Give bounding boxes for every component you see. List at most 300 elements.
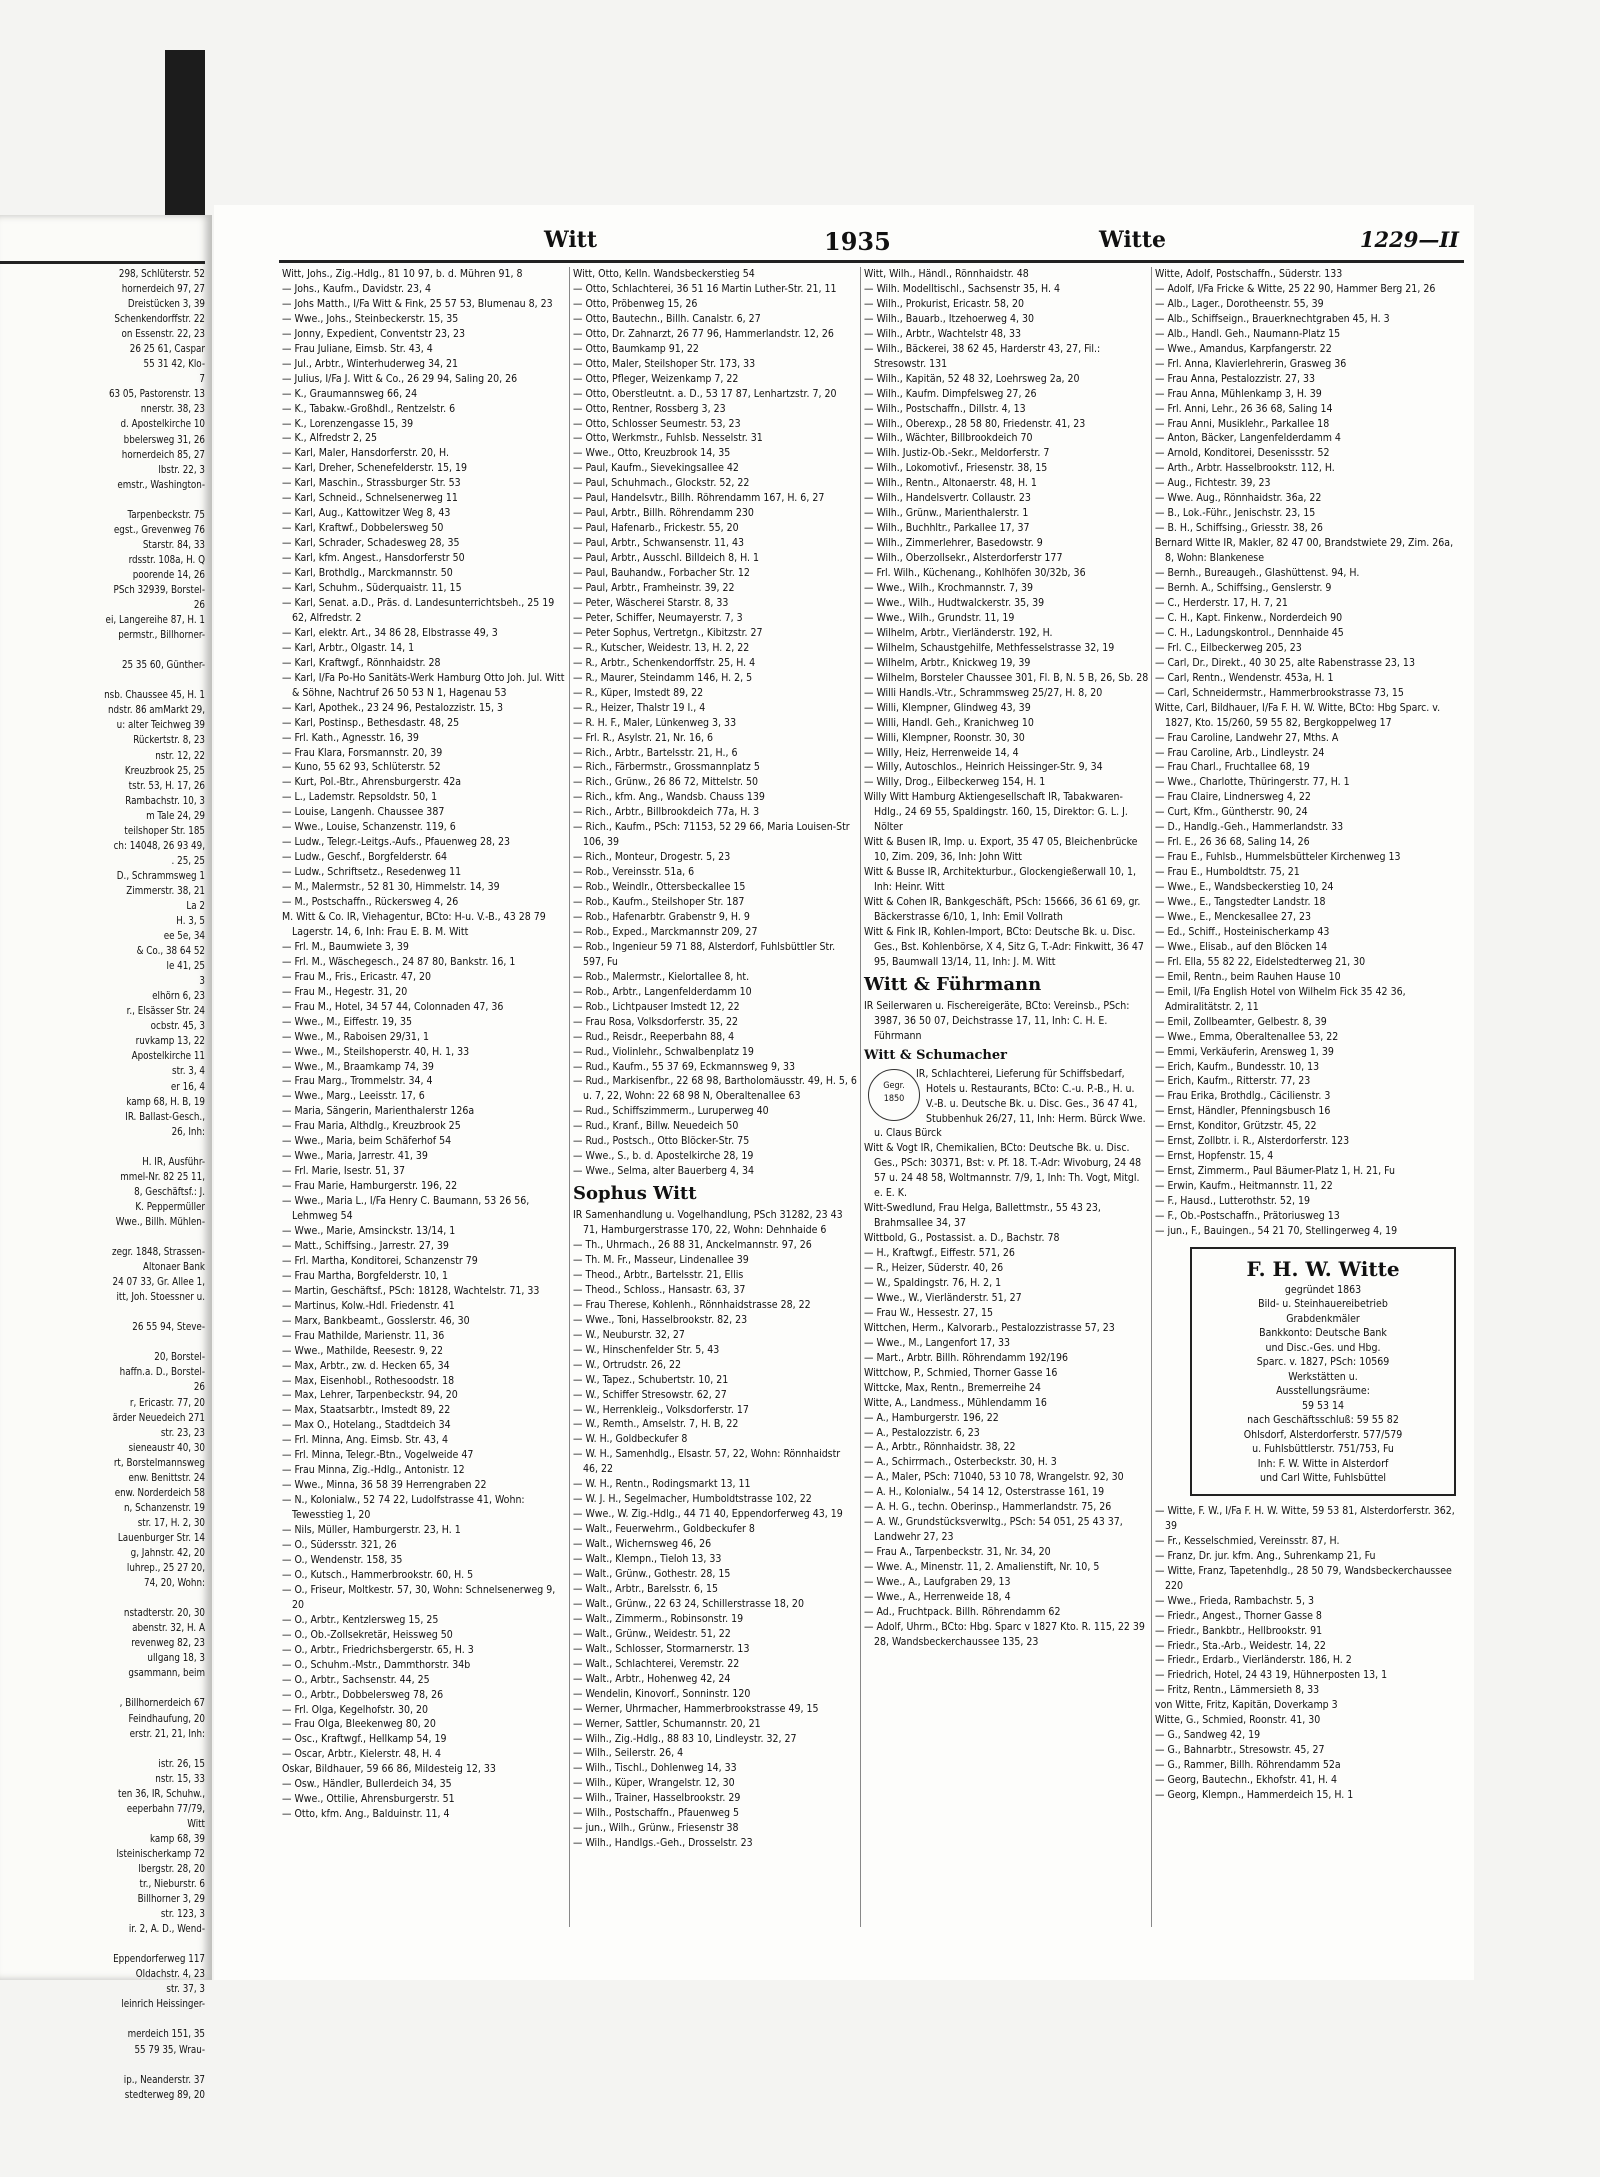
directory-entry: — Max O., Hotelang., Stadtdeich 34 xyxy=(282,1419,451,1432)
directory-entry: — Emil, I/Fa English Hotel von Wilhelm Fick 35 42 36, Admiralitätstr. 2, 11 xyxy=(1155,985,1406,1013)
left-page-line: u: alter Teichweg 39 xyxy=(116,719,205,732)
directory-entry: — K., Lorenzengasse 15, 39 xyxy=(282,417,414,430)
directory-entry: — Carl, Rentn., Wendenstr. 453a, H. 1 xyxy=(1155,671,1334,684)
column-2 xyxy=(573,267,858,1851)
directory-entry: — Frau W., Hessestr. 27, 15 xyxy=(864,1306,994,1319)
directory-entry: — Wwe. Aug., Rönnhaidstr. 36a, 22 xyxy=(1155,492,1322,505)
directory-entry: — Karl, kfm. Angest., Hansdorferstr 50 xyxy=(282,552,465,565)
ad-line: und Carl Witte, Fuhlsbüttel xyxy=(1259,1472,1387,1485)
left-page-line: 55 31 42, Klo- xyxy=(143,358,205,371)
seal-text-year: 1850 xyxy=(883,1093,905,1104)
directory-entry: — Wwe., Wilh., Hudtwalckerstr. 35, 39 xyxy=(864,596,1045,609)
directory-entry: — F., Ob.-Postschaffn., Prätoriusweg 13 xyxy=(1155,1210,1340,1223)
directory-entry: — Martinus, Kolw.-Hdl. Friedenstr. 41 xyxy=(282,1299,455,1312)
ad-title: F. H. W. Witte xyxy=(1246,1256,1400,1281)
left-page-line: Rückertstr. 8, 23 xyxy=(133,734,205,747)
left-page-line: str. 123, 3 xyxy=(160,1908,205,1921)
directory-entry: — W., Spaldingstr. 76, H. 2, 1 xyxy=(864,1277,1002,1289)
directory-entry: — Rich., Arbtr., Billbrookdeich 77a, H. 3 xyxy=(573,806,760,819)
directory-entry: Wittbold, G., Postassist. a. D., Bachstr. 78 xyxy=(864,1232,1060,1245)
directory-entry: — Wwe., M., Langenfort 17, 33 xyxy=(864,1336,1011,1349)
directory-entry: — Rob., Vereinsstr. 51a, 6 xyxy=(573,866,695,879)
directory-entry: — K., Tabakw.-Großhdl., Rentzelstr. 6 xyxy=(282,402,456,415)
directory-entry: — Friedr., Bankbtr., Hellbrookstr. 91 xyxy=(1155,1624,1323,1637)
directory-entry: — Frl. Ella, 55 82 22, Eidelstedterweg 21, 30 xyxy=(1155,955,1366,968)
left-page-line: 25 35 60, Günther- xyxy=(121,659,205,672)
left-page-line: H. IR, Ausführ- xyxy=(142,1155,205,1168)
left-page-line: rdsstr. 108a, H. Q xyxy=(128,553,205,566)
directory-entry: — Paul, Handelsvtr., Billh. Röhrendamm 167, H. 6, 27 xyxy=(573,492,825,505)
directory-entry: — Carl, Schneidermstr., Hammerbrookstrasse 73, 15 xyxy=(1155,686,1404,699)
directory-entry: — Wilh., Kapitän, 52 48 32, Loehrsweg 2a, 20 xyxy=(864,372,1080,385)
directory-entry: — Rob., Hafenarbtr. Grabenstr 9, H. 9 xyxy=(573,910,750,923)
directory-entry: — Wwe., M., Eiffestr. 19, 35 xyxy=(282,1015,412,1028)
directory-entry: — Wilh., Rentn., Altonaerstr. 48, H. 1 xyxy=(864,477,1037,490)
left-page-line: ten 36, IR, Schuhw., xyxy=(117,1787,205,1800)
ad-line: und Disc.-Ges. und Hbg. xyxy=(1265,1341,1381,1354)
left-page-line: hornerdeich 85, 27 xyxy=(121,448,205,461)
directory-entry: — Peter Sophus, Vertretgn., Kibitzstr. 27 xyxy=(573,626,763,639)
directory-entry: — Wwe., Emma, Oberaltenallee 53, 22 xyxy=(1155,1030,1339,1043)
directory-entry: Witt-Swedlund, Frau Helga, Ballettmstr., 55 43 23, Brahmsallee 34, 37 xyxy=(864,1202,1101,1230)
directory-entry: — Peter, Schiffer, Neumayerstr. 7, 3 xyxy=(573,611,743,624)
directory-entry: — Frl. Kath., Agnesstr. 16, 39 xyxy=(282,731,419,744)
directory-entry: — Rich., kfm. Ang., Wandsb. Chauss 139 xyxy=(573,791,765,804)
directory-entry: — Erwin, Kaufm., Heitmannstr. 11, 22 xyxy=(1155,1180,1333,1193)
directory-entry: — Wwe., M., Braamkamp 74, 39 xyxy=(282,1060,434,1073)
directory-entry: — Rich., Grünw., 26 86 72, Mittelstr. 50 xyxy=(573,776,758,789)
directory-entry: — Wwe., S., b. d. Apostelkirche 28, 19 xyxy=(573,1150,754,1163)
directory-entry: — Frl. M., Wäschegesch., 24 87 80, Bankstr. 16, 1 xyxy=(282,955,516,968)
directory-entry: Oskar, Bildhauer, 59 66 86, Mildesteig 12, 33 xyxy=(282,1763,496,1776)
directory-entry: — W., Schiffer Stresowstr. 62, 27 xyxy=(573,1388,727,1401)
left-page-line xyxy=(16,1937,205,1952)
directory-entry: — Frl. Marie, Isestr. 51, 37 xyxy=(282,1165,405,1178)
directory-entry: — Karl, Schneid., Schnelsenerweg 11 xyxy=(282,492,458,505)
directory-entry: — Kurt, Pol.-Btr., Ahrensburgerstr. 42a xyxy=(282,776,462,789)
directory-entry: — Wwe., Charlotte, Thüringerstr. 77, H. 1 xyxy=(1155,776,1350,789)
directory-entry: — Wwe., Toni, Hasselbrookstr. 82, 23 xyxy=(573,1313,748,1326)
left-page-line: erstr. 21, 21, Inh: xyxy=(129,1727,205,1740)
directory-entry: — Rob., Lichtpauser Imstedt 12, 22 xyxy=(573,1000,740,1013)
directory-entry: IR Seilerwaren u. Fischereigeräte, BCto: Vereinsb., PSch: 3987, 36 50 07, Deichstrasse 17, 11, Inh: C. H. E. Führmann xyxy=(864,999,1130,1042)
ad-line: Bankkonto: Deutsche Bank xyxy=(1259,1327,1387,1340)
left-page-line: Witt xyxy=(187,1817,205,1830)
directory-entry: — Wilh., Buchhltr., Parkallee 17, 37 xyxy=(864,522,1030,535)
directory-entry: Willy Witt Hamburg Aktiengesellschaft IR, Tabakwaren-Hdlg., 24 69 55, Spaldingstr. 160, 15, Direktor: G. L. J. Nölter xyxy=(864,791,1128,834)
ad-line: Inh: F. W. Witte in Alsterdorf xyxy=(1257,1457,1389,1470)
directory-entry: — Willy, Autoschlos., Heinrich Heissinger-Str. 9, 34 xyxy=(864,761,1103,774)
directory-entry: Bernard Witte IR, Makler, 82 47 00, Brandstwiete 29, Zim. 26a, 8, Wohn: Blankenese xyxy=(1155,537,1454,565)
directory-entry: — Adolf, I/Fa Fricke & Witte, 25 22 90, Hammer Berg 21, 26 xyxy=(1155,282,1436,295)
left-page-line xyxy=(16,1681,205,1696)
directory-entry: — Frl. R., Asylstr. 21, Nr. 16, 6 xyxy=(573,731,713,744)
directory-entry: — Karl, elektr. Art., 34 86 28, Elbstrasse 49, 3 xyxy=(282,626,498,639)
directory-entry: — Frl. Martha, Konditorei, Schanzenstr 79 xyxy=(282,1254,478,1267)
directory-entry: — Werner, Sattler, Schumannstr. 20, 21 xyxy=(573,1717,761,1730)
directory-entry: — Paul, Kaufm., Sievekingsallee 42 xyxy=(573,462,739,475)
directory-entry: — Wwe., Selma, alter Bauerberg 4, 34 xyxy=(573,1165,755,1178)
directory-entry: — B. H., Schiffsing., Griesstr. 38, 26 xyxy=(1155,522,1323,535)
left-page-line: itt, Joh. Stoessner u. xyxy=(116,1291,205,1304)
left-page-line: kamp 68, 39 xyxy=(149,1832,205,1845)
left-page-line: g, Jahnstr. 42, 20 xyxy=(130,1546,205,1559)
column-3-entries xyxy=(864,267,1149,970)
column-divider xyxy=(860,267,861,1927)
directory-entry: — Witte, F. W., I/Fa F. H. W. Witte, 59 53 81, Alsterdorferstr. 362, 39 xyxy=(1155,1504,1455,1532)
left-page-line: m Tale 24, 29 xyxy=(146,809,205,822)
ad-lines xyxy=(1198,1283,1448,1486)
directory-entry: — Max, Lehrer, Tarpenbeckstr. 94, 20 xyxy=(282,1389,458,1402)
directory-entry: — Otto, Bautechn., Billh. Canalstr. 6, 27 xyxy=(573,312,761,325)
directory-entry: — Georg, Bautechn., Ekhofstr. 41, H. 4 xyxy=(1155,1774,1338,1787)
left-page-line: nstadterstr. 20, 30 xyxy=(123,1607,205,1620)
directory-entry: — A., Schirrmach., Osterbeckstr. 30, H. 3 xyxy=(864,1456,1057,1469)
directory-entry: — Rob., Kaufm., Steilshoper Str. 187 xyxy=(573,896,745,909)
seal-text-gegr: Gegr. xyxy=(883,1080,905,1091)
directory-entry: — Frau Minna, Zig.-Hdlg., Antonistr. 12 xyxy=(282,1464,465,1477)
left-page-line: 26, Inh: xyxy=(171,1125,205,1138)
left-page-line xyxy=(16,1335,205,1350)
directory-entry: — Otto, Pfleger, Weizenkamp 7, 22 xyxy=(573,372,739,385)
directory-entry: — N., Kolonialw., 52 74 22, Ludolfstrasse 41, Wohn: Tewesstieg 1, 20 xyxy=(282,1494,525,1522)
directory-entry: — Frau Therese, Kohlenh., Rönnhaidstrasse 28, 22 xyxy=(573,1298,811,1311)
directory-entry: — Frau Erika, Brothdlg., Cäcilienstr. 3 xyxy=(1155,1090,1331,1103)
directory-entry: Witt, Otto, Kelln. Wandsbeckerstieg 54 xyxy=(573,268,755,280)
left-page-rule xyxy=(0,261,205,264)
directory-entry: — Frau Rosa, Volksdorferstr. 35, 22 xyxy=(573,1015,739,1028)
left-page-line: permstr., Billhorner- xyxy=(118,629,205,642)
ad-line: u. Fuhlsbüttlerstr. 751/753, Fu xyxy=(1252,1443,1394,1456)
left-page-line: n, Schanzenstr. 19 xyxy=(123,1501,205,1514)
directory-entry: — Frl. Olga, Kegelhofstr. 30, 20 xyxy=(282,1703,429,1716)
directory-entry: — Frl. Wilh., Küchenang., Kohlhöfen 30/32b, 36 xyxy=(864,567,1086,580)
directory-entry: — Karl, Dreher, Schenefelderstr. 15, 19 xyxy=(282,462,467,475)
directory-entry: — M., Malermstr., 52 81 30, Himmelstr. 14, 39 xyxy=(282,881,500,894)
directory-entry: — Wwe., Johs., Steinbeckerstr. 15, 35 xyxy=(282,312,459,325)
directory-entry: — R., Maurer, Steindamm 146, H. 2, 5 xyxy=(573,671,753,684)
left-page-line: ir. 2, A. D., Wend- xyxy=(128,1923,205,1936)
directory-entry: — W., Hinschenfelder Str. 5, 43 xyxy=(573,1343,720,1356)
directory-entry: — R., Heizer, Thalstr 19 I., 4 xyxy=(573,701,706,714)
left-page-line: 55 79 35, Wrau- xyxy=(134,2043,205,2056)
ad-line: Ausstellungsräume: xyxy=(1276,1385,1370,1398)
directory-entry: — Karl, Aug., Kattowitzer Weg 8, 43 xyxy=(282,507,451,520)
directory-entry: — O., Kutsch., Hammerbrookstr. 60, H. 5 xyxy=(282,1568,474,1581)
directory-entry: — Frau Olga, Bleekenweg 80, 20 xyxy=(282,1718,436,1731)
directory-entry: Witt, Wilh., Händl., Rönnhaidstr. 48 xyxy=(864,268,1029,280)
directory-entry: — Peter, Wäscherei Starstr. 8, 33 xyxy=(573,596,729,609)
left-page-line: & Co., 38 64 52 xyxy=(136,945,205,958)
left-page-line: 8, Geschäftsf.: J. xyxy=(134,1185,205,1198)
column-4 xyxy=(1155,267,1455,1803)
left-page-line: Billhorner 3, 29 xyxy=(137,1893,205,1906)
directory-entry: — A. W., Grundstücksverwltg., PSch: 54 051, 25 43 37, Landwehr 27, 23 xyxy=(864,1516,1123,1544)
fhw-witte-advertisement xyxy=(1190,1247,1456,1496)
directory-entry: — Karl, Arbtr., Olgastr. 14, 1 xyxy=(282,641,415,654)
directory-entry: — Frau Caroline, Arb., Lindleystr. 24 xyxy=(1155,746,1325,759)
directory-entry: — Frau E., Fuhlsb., Hummelsbütteler Kirchenweg 13 xyxy=(1155,851,1401,864)
directory-entry: — Rob., Weindlr., Ottersbeckallee 15 xyxy=(573,881,746,894)
directory-entry: — Frau Juliane, Eimsb. Str. 43, 4 xyxy=(282,342,433,355)
directory-entry: — Wwe., Minna, 36 58 39 Herrengraben 22 xyxy=(282,1479,487,1492)
left-page-line: 298, Schlüterstr. 52 xyxy=(118,268,205,280)
left-page-line: leinrich Heissinger- xyxy=(121,1998,205,2011)
left-page-line xyxy=(16,673,205,688)
left-page-line: enw. Benittstr. 24 xyxy=(128,1471,205,1484)
left-page-line: 26 xyxy=(193,599,205,612)
left-page-line: str. 17, H. 2, 30 xyxy=(137,1516,205,1529)
directory-entry: — Fritz, Rentn., Lämmersieth 8, 33 xyxy=(1155,1684,1320,1697)
left-page-line: lbergstr. 28, 20 xyxy=(138,1862,205,1875)
directory-entry: — O., Friseur, Moltkestr. 57, 30, Wohn: Schnelsenerweg 9, 20 xyxy=(282,1583,556,1611)
directory-entry: — Wilh., Handelsvertr. Collaustr. 23 xyxy=(864,492,1031,505)
directory-entry: — O., Ob.-Zollsekretär, Heissweg 50 xyxy=(282,1628,453,1641)
left-page-line: enw. Norderdeich 58 xyxy=(114,1486,205,1499)
directory-entry: — Friedr., Erdarb., Vierländerstr. 186, H. 2 xyxy=(1155,1654,1352,1667)
left-page-line: luhrep., 25 27 20, xyxy=(126,1562,205,1575)
witt-schumacher-heading: Witt & Schumacher xyxy=(864,1047,1007,1063)
directory-entry: — Georg, Klempn., Hammerdeich 15, H. 1 xyxy=(1155,1789,1354,1802)
column-1 xyxy=(282,267,567,1822)
directory-entry: — Fr., Kesselschmied, Vereinsstr. 87, H. xyxy=(1155,1534,1340,1547)
left-page-line: 3 xyxy=(199,975,205,988)
directory-entry: — M., Postschaffn., Rückersweg 4, 26 xyxy=(282,896,459,909)
directory-entry: — Wilhelm, Arbtr., Vierländerstr. 192, H. xyxy=(864,626,1053,639)
directory-entry: — Matt., Schiffsing., Jarrestr. 27, 39 xyxy=(282,1239,449,1252)
header-right-word: Witte xyxy=(1099,227,1166,253)
directory-entry: — Theod., Schloss., Hansastr. 63, 37 xyxy=(573,1283,746,1296)
left-page-line: le 41, 25 xyxy=(166,960,205,973)
directory-entry: Witt & Busen IR, Imp. u. Export, 35 47 05, Bleichenbrücke 10, Zim. 209, 36, Inh: John Witt xyxy=(864,836,1138,864)
left-page-line: Feindhaufung, 20 xyxy=(128,1712,205,1725)
directory-entry: — Rob., Malermstr., Kielortallee 8, ht. xyxy=(573,970,750,983)
directory-entry: — Walt., Grünw., Gothestr. 28, 15 xyxy=(573,1568,731,1581)
left-page-line: str. 23, 23 xyxy=(160,1426,205,1439)
directory-entry: — Wwe., Maria L., I/Fa Henry C. Baumann, 53 26 56, Lehmweg 54 xyxy=(282,1195,530,1223)
directory-entry: — A., Maler, PSch: 71040, 53 10 78, Wrangelstr. 92, 30 xyxy=(864,1471,1124,1484)
directory-entry: — Paul, Hafenarb., Frickestr. 55, 20 xyxy=(573,522,739,535)
directory-entry: — Frau Claire, Lindnersweg 4, 22 xyxy=(1155,791,1311,804)
directory-entry: — Emmi, Verkäuferin, Arensweg 1, 39 xyxy=(1155,1045,1334,1058)
left-page-line: merdeich 151, 35 xyxy=(127,2028,205,2041)
directory-entry: — Bernh., Bureaugeh., Glashüttenst. 94, H. xyxy=(1155,567,1360,580)
left-page-line: 24 07 33, Gr. Allee 1, xyxy=(112,1276,205,1289)
left-page-line xyxy=(16,1140,205,1155)
directory-entry: — Wilh., Postschaffn., Pfauenweg 5 xyxy=(573,1807,740,1820)
directory-entry: — Max, Staatsarbtr., Imstedt 89, 22 xyxy=(282,1404,451,1417)
directory-entry: — Alb., Handl. Geh., Naumann-Platz 15 xyxy=(1155,327,1341,340)
directory-entry: — Rich., Kaufm., PSch: 71153, 52 29 66, Maria Louisen-Str 106, 39 xyxy=(573,821,850,849)
header-page-number: 1229—II xyxy=(1359,227,1459,252)
ad-line: Grabdenkmäler xyxy=(1286,1312,1360,1325)
directory-entry: Witt, Johs., Zig.-Hdlg., 81 10 97, b. d. Mühren 91, 8 xyxy=(282,268,523,280)
directory-entry: — Paul, Arbtr., Framheinstr. 39, 22 xyxy=(573,582,735,595)
directory-entry: — Frau Mathilde, Marienstr. 11, 36 xyxy=(282,1329,445,1342)
directory-entry: — Otto, Maler, Steilshoper Str. 173, 33 xyxy=(573,357,756,370)
directory-entry: — Willi, Klempner, Roonstr. 30, 30 xyxy=(864,731,1025,744)
directory-entry: — G., Sandweg 42, 19 xyxy=(1155,1729,1261,1742)
directory-entry: — Frl. Anna, Klavierlehrerin, Grasweg 36 xyxy=(1155,357,1347,370)
directory-entry: — Walt., Schlosser, Stormarnerstr. 13 xyxy=(573,1642,750,1655)
directory-entry: — Werner, Uhrmacher, Hammerbrookstrasse 49, 15 xyxy=(573,1702,819,1715)
left-page-line: ip., Neanderstr. 37 xyxy=(123,2073,205,2086)
directory-entry: — Th., Uhrmach., 26 88 31, Anckelmannstr. 97, 26 xyxy=(573,1239,812,1252)
page-header xyxy=(214,227,1474,261)
directory-entry: — Alb., Schiffseign., Brauerknechtgraben 45, H. 3 xyxy=(1155,312,1390,325)
gegr-seal xyxy=(868,1069,920,1121)
directory-entry: — R., Arbtr., Schenkendorffstr. 25, H. 4 xyxy=(573,656,756,669)
directory-entry: Witt & Busse IR, Architekturbur., Glockengießerwall 10, 1, Inh: Heinr. Witt xyxy=(864,866,1137,894)
directory-entry: — Wwe., W. Zig.-Hdlg., 44 71 40, Eppendorferweg 43, 19 xyxy=(573,1508,843,1521)
directory-entry: — Walt., Feuerwehrm., Goldbeckufer 8 xyxy=(573,1523,755,1536)
left-page-line: r, Ericastr. 77, 20 xyxy=(129,1396,205,1409)
directory-entry: — Martin, Geschäftsf., PSch: 18128, Wachtelstr. 71, 33 xyxy=(282,1284,540,1297)
directory-entry: — Adolf, Uhrm., BCto: Hbg. Sparc v 1827 Kto. R. 115, 22 39 28, Wandsbeckerchaussee 135, 23 xyxy=(864,1620,1145,1648)
left-page-line: mmel-Nr. 82 25 11, xyxy=(120,1170,205,1183)
column-3 xyxy=(864,267,1149,1650)
directory-entry: — Wilh., Handlgs.-Geh., Drosselstr. 23 xyxy=(573,1837,753,1850)
column-1-entries xyxy=(282,267,567,1822)
left-page-line xyxy=(16,493,205,508)
directory-entry: Witte, Carl, Bildhauer, I/Fa F. H. W. Witte, BCto: Hbg Sparc. v. 1827, Kto. 15/260, 59 55 82, Bergkoppelweg 17 xyxy=(1155,701,1441,729)
left-page-line: istr. 26, 15 xyxy=(158,1757,205,1770)
directory-entry: — Frau Anni, Musiklehr., Parkallee 18 xyxy=(1155,417,1330,430)
left-page-line: D., Schrammsweg 1 xyxy=(116,869,205,882)
left-page-line: eeperbahn 77/79, xyxy=(126,1802,205,1815)
directory-entry: — Rud., Reisdr., Reeperbahn 88, 4 xyxy=(573,1030,735,1043)
directory-entry: — A., Hamburgerstr. 196, 22 xyxy=(864,1411,999,1424)
directory-entry: — Wilh., Arbtr., Wachtelstr 48, 33 xyxy=(864,327,1022,340)
directory-entry: — Wwe., Frieda, Rambachstr. 5, 3 xyxy=(1155,1594,1314,1607)
left-page-line: PSch 32939, Borstel- xyxy=(113,583,205,596)
directory-entry: — R. H. F., Maler, Lünkenweg 3, 33 xyxy=(573,716,737,729)
directory-entry: — Friedr., Angest., Thorner Gasse 8 xyxy=(1155,1609,1322,1622)
left-page-line: 26 25 61, Caspar xyxy=(129,343,205,356)
witt-fuehrmann-entries xyxy=(864,999,1149,1044)
directory-entry: — O., Südersstr. 321, 26 xyxy=(282,1539,397,1552)
directory-entry: — Wilhelm, Arbtr., Knickweg 19, 39 xyxy=(864,656,1031,669)
directory-entry: — Rich., Färbermstr., Grossmannplatz 5 xyxy=(573,761,760,774)
directory-entry: — Frau M., Hegestr. 31, 20 xyxy=(282,985,408,998)
left-page-line: Kreuzbrook 25, 25 xyxy=(124,764,205,777)
left-page-line: elhörn 6, 23 xyxy=(152,990,205,1003)
directory-entry: — Anton, Bäcker, Langenfelderdamm 4 xyxy=(1155,432,1341,445)
directory-entry: IR Samenhandlung u. Vogelhandlung, PSch 31282, 23 43 71, Hamburgerstrasse 170, 22, Wohn: Dehnhaide 6 xyxy=(573,1209,843,1237)
directory-entry: — Frau Marie, Hamburgerstr. 196, 22 xyxy=(282,1180,458,1193)
directory-entry: — Marx, Bankbeamt., Gosslerstr. 46, 30 xyxy=(282,1314,470,1327)
directory-entry: — Emil, Rentn., beim Rauhen Hause 10 xyxy=(1155,970,1341,983)
directory-entry: — Wwe., M., Raboisen 29/31, 1 xyxy=(282,1030,429,1043)
directory-entry: Witte, G., Schmied, Roonstr. 41, 30 xyxy=(1155,1714,1321,1727)
left-page-line: Wwe., Billh. Mühlen- xyxy=(115,1215,205,1228)
directory-entry: — Wwe., E., Wandsbeckerstieg 10, 24 xyxy=(1155,881,1334,894)
directory-entry: — Willi, Handl. Geh., Kranichweg 10 xyxy=(864,716,1034,729)
directory-entry: — Rud., Postsch., Otto Blöcker-Str. 75 xyxy=(573,1135,750,1148)
directory-entry: — G., Bahnarbtr., Stresowstr. 45, 27 xyxy=(1155,1744,1325,1757)
directory-entry: — Wilh., Seilerstr. 26, 4 xyxy=(573,1747,684,1760)
directory-entry: — Rob., Arbtr., Langenfelderdamm 10 xyxy=(573,985,752,998)
ad-line: Bild- u. Steinhauereibetrieb xyxy=(1258,1298,1388,1311)
directory-entry: — Wwe., E., Menckesallee 27, 23 xyxy=(1155,910,1311,923)
directory-entry: — Otto, Schlosser Seumestr. 53, 23 xyxy=(573,417,741,430)
directory-entry: — Otto, kfm. Ang., Balduinstr. 11, 4 xyxy=(282,1808,450,1821)
directory-entry: — Paul, Bauhandw., Forbacher Str. 12 xyxy=(573,567,750,580)
directory-entry: IR, Schlachterei, Lieferung für Schiffsbedarf, Hotels u. Restaurants, BCto: C.-u. P.-B., H. u. V.-B. u. Deutsche Bk. u. Disc. Ges., 36 47 41, Stubbenhuk 26/27, 11, Inh: Herm. Bürck Wwe. u. Claus Bürck xyxy=(874,1067,1146,1140)
directory-entry: — Frau Charl., Fruchtallee 68, 19 xyxy=(1155,761,1310,774)
directory-entry: — Otto, Dr. Zahnarzt, 26 77 96, Hammerlandstr. 12, 26 xyxy=(573,327,834,340)
left-page-line: Zimmerstr. 38, 21 xyxy=(126,884,205,897)
directory-entry: — Mart., Arbtr. Billh. Röhrendamm 192/196 xyxy=(864,1351,1069,1364)
left-page-line: IR. Ballast-Gesch., xyxy=(125,1110,205,1123)
left-page-line: teilshoper Str. 185 xyxy=(124,824,205,837)
left-page-line: kamp 68, H. B, 19 xyxy=(126,1095,205,1108)
directory-entry: — Wilh., Oberexp., 28 58 80, Friedenstr. 41, 23 xyxy=(864,417,1086,430)
ad-line: Sparc. v. 1827, PSch: 10569 xyxy=(1256,1356,1390,1369)
directory-entry: — Wwe., Marie, Amsinckstr. 13/14, 1 xyxy=(282,1225,456,1237)
directory-entry: — Ernst, Hopfenstr. 15, 4 xyxy=(1155,1150,1274,1163)
left-page-line: tstr. 53, H. 17, 26 xyxy=(128,779,205,792)
directory-entry: — A., Pestalozzistr. 6, 23 xyxy=(864,1426,980,1439)
directory-entry: — Wwe., Ottilie, Ahrensburgerstr. 51 xyxy=(282,1793,455,1806)
directory-entry: — Alb., Lager., Dorotheenstr. 55, 39 xyxy=(1155,297,1324,310)
directory-entry: — Frl. C., Eilbeckerweg 205, 23 xyxy=(1155,641,1302,654)
directory-entry: — C. H., Kapt. Finkenw., Norderdeich 90 xyxy=(1155,611,1343,624)
directory-entry: — Karl, Maler, Hansdorferstr. 20, H. xyxy=(282,447,449,460)
directory-entry: — Oscar, Arbtr., Kielerstr. 48, H. 4 xyxy=(282,1748,442,1761)
directory-entry: — Rob., Exped., Marckmannstr 209, 27 xyxy=(573,925,758,938)
left-page-line: r., Elsässer Str. 24 xyxy=(126,1005,205,1018)
directory-entry: — Willi Handls.-Vtr., Schrammsweg 25/27, H. 8, 20 xyxy=(864,686,1103,699)
directory-entry: — O., Arbtr., Kentzlersweg 15, 25 xyxy=(282,1613,439,1626)
directory-entry: — Paul, Arbtr., Schwansenstr. 11, 43 xyxy=(573,537,745,550)
directory-entry: — Wwe. A., Minenstr. 11, 2. Amalienstift, Nr. 10, 5 xyxy=(864,1561,1100,1574)
directory-entry: — Karl, Senat. a.D., Präs. d. Landesunterrichtsbeh., 25 19 62, Alfredstr. 2 xyxy=(282,596,555,624)
directory-entry: — Paul, Schuhmach., Glockstr. 52, 22 xyxy=(573,477,750,490)
directory-entry: — Karl, Apothek., 23 24 96, Pestalozzistr. 15, 3 xyxy=(282,701,504,714)
directory-entry: — H., Kraftwgf., Eiffestr. 571, 26 xyxy=(864,1247,1015,1260)
directory-entry: — Ludw., Telegr.-Leitgs.-Aufs., Pfauenweg 28, 23 xyxy=(282,836,511,849)
directory-entry: — O., Arbtr., Sachsenstr. 44, 25 xyxy=(282,1673,430,1686)
directory-entry: — Wilh., Wächter, Billbrookdeich 70 xyxy=(864,432,1033,445)
directory-entry: — Curt, Kfm., Güntherstr. 90, 24 xyxy=(1155,806,1308,819)
directory-entry: — Paul, Arbtr., Billh. Röhrendamm 230 xyxy=(573,507,754,520)
directory-entry: — Wwe., Wilh., Krochmannstr. 7, 39 xyxy=(864,582,1034,595)
sophus-witt-entries xyxy=(573,1208,858,1851)
directory-entry: — Walt., Arbtr., Barelsstr. 6, 15 xyxy=(573,1582,719,1595)
directory-entry: — Louise, Langenh. Chaussee 387 xyxy=(282,806,445,819)
directory-entry: — Wilhelm, Borsteler Chaussee 301, Fl. B, N. 5 B, 26, Sb. 28 xyxy=(864,671,1149,684)
directory-entry: — Otto, Baumkamp 91, 22 xyxy=(573,342,699,355)
left-page-line: nstr. 15, 33 xyxy=(155,1772,205,1785)
left-page-line: d. Apostelkirche 10 xyxy=(120,418,205,431)
directory-entry: — jun., Wilh., Grünw., Friesenstr 38 xyxy=(573,1822,739,1835)
directory-entry: — Wilh., Grünw., Marienthalerstr. 1 xyxy=(864,507,1029,520)
directory-entry: — Rud., Markisenfbr., 22 68 98, Bartholomäusstr. 49, H. 5, 6 u. 7, 22, Wohn: 22 68 98 N, Oberaltenallee 63 xyxy=(573,1075,857,1103)
directory-entry: — Wwe., E., Tangstedter Landstr. 18 xyxy=(1155,896,1326,909)
directory-entry: Witte, Adolf, Postschaffn., Süderstr. 133 xyxy=(1155,268,1343,280)
directory-entry: — Rud., Kranf., Billw. Neuedeich 50 xyxy=(573,1120,739,1133)
directory-entry: — Arnold, Konditorei, Desenissstr. 52 xyxy=(1155,447,1330,460)
left-page-line: Eppendorferweg 117 xyxy=(113,1953,205,1966)
directory-entry: — Walt., Grünw., Weidestr. 51, 22 xyxy=(573,1627,731,1640)
column-3-entries-continued xyxy=(864,1141,1149,1649)
directory-entry: — Willy, Heiz, Herrenweide 14, 4 xyxy=(864,746,1019,759)
left-page-line: 7 xyxy=(199,373,205,386)
directory-entry: — Nils, Müller, Hamburgerstr. 23, H. 1 xyxy=(282,1524,461,1537)
directory-entry: — Walt., Wichernsweg 46, 26 xyxy=(573,1538,712,1551)
left-page-line xyxy=(16,1230,205,1245)
